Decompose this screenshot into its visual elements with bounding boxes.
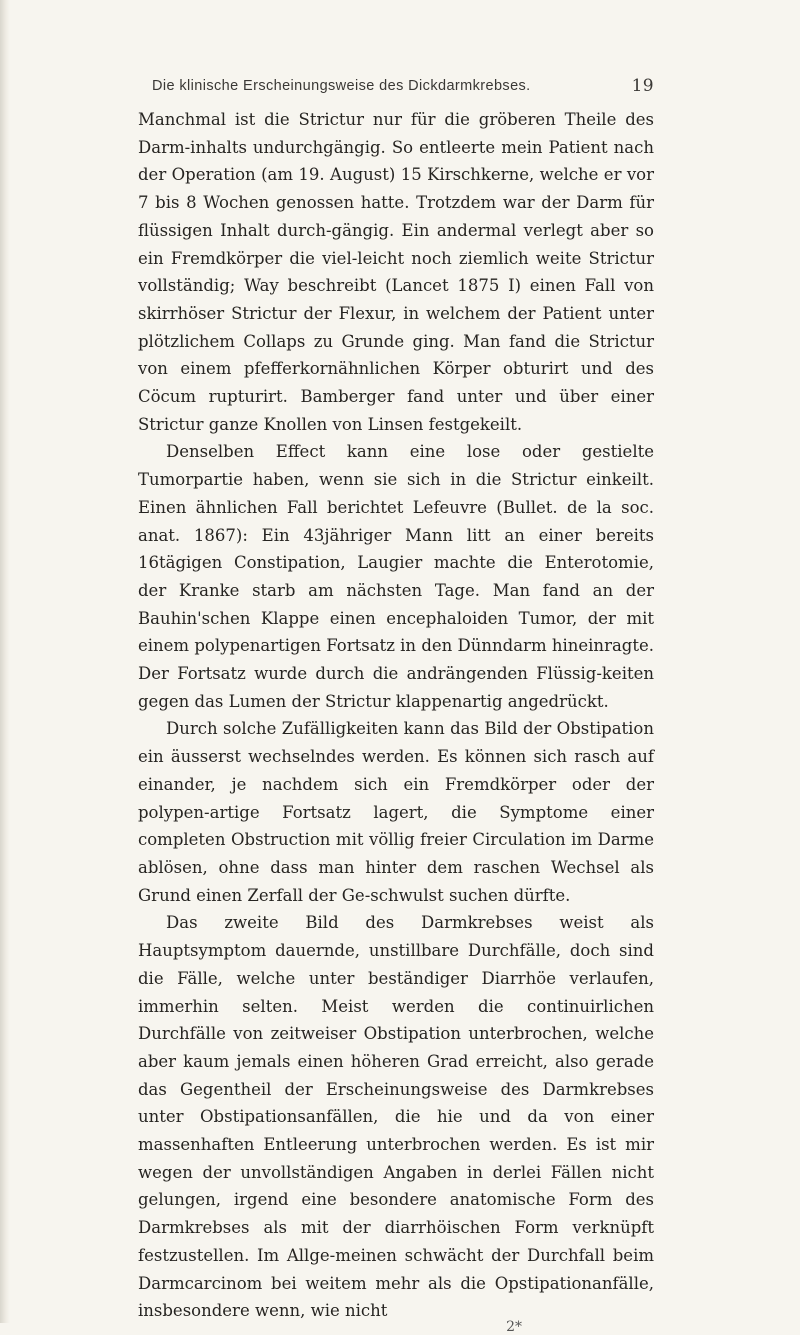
paragraph: Durch solche Zufälligkeiten kann das Bild der Obstipation ein äusserst wechselndes werden. Es können sich rasch auf einander, je nachdem sich ein Fremdkörper oder der polypen-artige Fortsatz lagert, die Symptome einer completen Obstruction mit völlig freier Circulation im Darme ablösen, ohne dass man hinter dem raschen Wechsel als Grund einen Zerfall der Ge-schwulst suchen dürfte.: [138, 719, 654, 905]
signature-mark: 2*: [506, 1318, 522, 1335]
paragraph: Denselben Effect kann eine lose oder gestielte Tumorpartie haben, wenn sie sich in die Strictur einkeilt. Einen ähnlichen Fall berichtet Lefeuvre (Bullet. de la soc. anat. 1867): Ein 43jähriger Mann litt an einer bereits 16tägigen Constipation, Laugier machte die Enterotomie, der Kranke starb am nächsten Tage. Man fand an der Bauhin'schen Klappe einen encephaloiden Tumor, der mit einem polypenartigen Fortsatz in den Dünndarm hineinragte. Der Fortsatz wurde durch die andrängenden Flüssig-keiten gegen das Lumen der Strictur klappenartig angedrückt.: [138, 442, 654, 711]
paragraph: Manchmal ist die Strictur nur für die gröberen Theile des Darm-inhalts undurchgängig. So entleerte mein Patient nach der Operation (am 19. August) 15 Kirschkerne, welche er vor 7 bis 8 Wochen genossen hatte. Trotzdem war der Darm für flüssigen Inhalt durch-gängig. Ein andermal verlegt aber so ein Fremdkörper die viel-leicht noch ziemlich weite Strictur vollständig; Way beschreibt (Lancet 1875 I) einen Fall von skirrhöser Strictur der Flexur, in welchem der Patient unter plötzlichem Collaps zu Grunde ging. Man fand die Strictur von einem pfefferkornähnlichen Körper obturirt und des Cöcum rupturirt. Bamberger fand unter und über einer Strictur ganze Knollen von Linsen festgekeilt.: [138, 110, 654, 434]
body-text: [138, 106, 654, 1325]
running-header-title: Die klinische Erscheinungsweise des Dickdarmkrebses.: [152, 78, 531, 94]
page-number: 19: [631, 76, 654, 96]
running-header: [138, 78, 654, 102]
page-edge-shadow: [0, 0, 10, 1323]
paragraph: Das zweite Bild des Darmkrebses weist als Hauptsymptom dauernde, unstillbare Durchfälle, doch sind die Fälle, welche unter beständiger Diarrhöe verlaufen, immerhin selten. Meist werden die continuirlichen Durchfälle von zeitweiser Obstipation unterbrochen, welche aber kaum jemals einen höheren Grad erreicht, also gerade das Gegentheil der Erscheinungsweise des Darmkrebses unter Obstipationsanfällen, die hie und da von einer massenhaften Entleerung unterbrochen werden. Es ist mir wegen der unvollständigen Angaben in derlei Fällen nicht gelungen, irgend eine besondere anatomische Form des Darmkrebses als mit der diarrhöischen Form verknüpft festzustellen. Im Allge-meinen schwächt der Durchfall beim Darmcarcinom bei weitem mehr als die Opstipationanfälle, insbesondere wenn, wie nicht: [138, 913, 654, 1321]
book-page: [138, 78, 654, 1335]
